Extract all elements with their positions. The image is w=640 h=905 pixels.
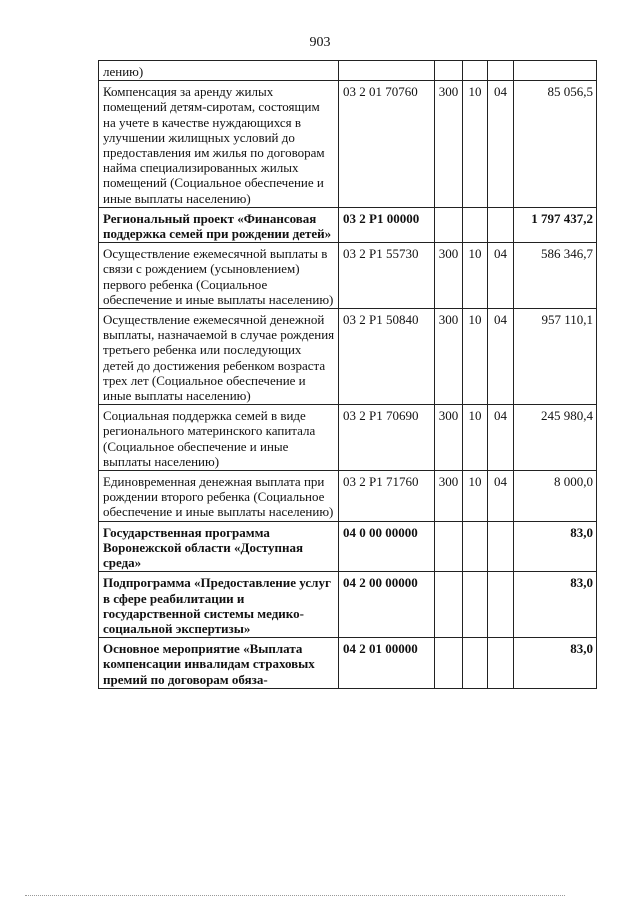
section-cell (463, 572, 488, 638)
subsection-cell: 04 (488, 243, 514, 309)
subsection-cell (488, 638, 514, 689)
target-code-cell: 04 0 00 00000 (339, 521, 435, 572)
footer-divider (25, 895, 565, 896)
table-row (99, 405, 597, 471)
table-row (99, 81, 597, 208)
expense-type-cell: 300 (435, 243, 463, 309)
table-row (99, 638, 597, 689)
row-name-cell: Основное мероприятие «Выплата компенсации инвалидам страховых премий по договорам обяза- (99, 638, 339, 689)
target-code-cell: 03 2 P1 55730 (339, 243, 435, 309)
amount-cell: 586 346,7 (514, 243, 597, 309)
subsection-cell: 04 (488, 405, 514, 471)
section-cell (463, 521, 488, 572)
page-number: 903 (309, 35, 331, 50)
subsection-cell: 04 (488, 309, 514, 405)
row-name-cell: Компенсация за аренду жилых помещений детям-сиротам, состоящим на учете в качестве нуждающихся в улучшении жилищных условий до предоставления им жилья по договорам найма специализированных жилых помещений (Социальное обеспечение и иные выплаты населению) (99, 81, 339, 208)
table-row (99, 207, 597, 242)
amount-cell (514, 61, 597, 81)
subsection-cell (488, 61, 514, 81)
subsection-cell (488, 521, 514, 572)
section-cell: 10 (463, 309, 488, 405)
section-cell: 10 (463, 243, 488, 309)
amount-cell: 245 980,4 (514, 405, 597, 471)
subsection-cell: 04 (488, 81, 514, 208)
subsection-cell: 04 (488, 471, 514, 522)
expense-type-cell: 300 (435, 309, 463, 405)
expense-type-cell (435, 61, 463, 81)
expense-type-cell (435, 572, 463, 638)
target-code-cell: 04 2 00 00000 (339, 572, 435, 638)
expense-type-cell (435, 638, 463, 689)
expense-type-cell (435, 521, 463, 572)
section-cell: 10 (463, 405, 488, 471)
expense-type-cell: 300 (435, 405, 463, 471)
expense-type-cell: 300 (435, 81, 463, 208)
target-code-cell: 03 2 P1 70690 (339, 405, 435, 471)
amount-cell: 1 797 437,2 (514, 207, 597, 242)
table-row (99, 243, 597, 309)
amount-cell: 83,0 (514, 638, 597, 689)
amount-cell: 957 110,1 (514, 309, 597, 405)
budget-table (98, 60, 597, 689)
target-code-cell: 03 2 P1 00000 (339, 207, 435, 242)
row-name-cell: Подпрограмма «Предоставление услуг в сфере реабилитации и государственной системы медико-социальной экспертизы» (99, 572, 339, 638)
table-row (99, 572, 597, 638)
expense-type-cell (435, 207, 463, 242)
table-row (99, 309, 597, 405)
row-name-cell: Государственная программа Воронежской области «Доступная среда» (99, 521, 339, 572)
amount-cell: 85 056,5 (514, 81, 597, 208)
row-name-cell: Единовременная денежная выплата при рождении второго ребенка (Социальное обеспечение и иные выплаты населению) (99, 471, 339, 522)
section-cell (463, 61, 488, 81)
target-code-cell: 03 2 P1 50840 (339, 309, 435, 405)
target-code-cell: 04 2 01 00000 (339, 638, 435, 689)
row-name-cell: Региональный проект «Финансовая поддержка семей при рождении детей» (99, 207, 339, 242)
section-cell: 10 (463, 471, 488, 522)
row-name-cell: Социальная поддержка семей в виде регионального материнского капитала (Социальное обеспечение и иные выплаты населению) (99, 405, 339, 471)
section-cell (463, 207, 488, 242)
table-row (99, 471, 597, 522)
target-code-cell (339, 61, 435, 81)
expense-type-cell: 300 (435, 471, 463, 522)
subsection-cell (488, 572, 514, 638)
table-row (99, 61, 597, 81)
section-cell: 10 (463, 81, 488, 208)
target-code-cell: 03 2 P1 71760 (339, 471, 435, 522)
row-name-cell: лению) (99, 61, 339, 81)
row-name-cell: Осуществление ежемесячной выплаты в связи с рождением (усыновлением) первого ребенка (Социальное обеспечение и иные выплаты населению) (99, 243, 339, 309)
amount-cell: 8 000,0 (514, 471, 597, 522)
section-cell (463, 638, 488, 689)
row-name-cell: Осуществление ежемесячной денежной выплаты, назначаемой в случае рождения третьего ребенка или последующих детей до достижения ребенком возраста трех лет (Социальное обеспечение и иные выплаты населению) (99, 309, 339, 405)
amount-cell: 83,0 (514, 572, 597, 638)
target-code-cell: 03 2 01 70760 (339, 81, 435, 208)
subsection-cell (488, 207, 514, 242)
amount-cell: 83,0 (514, 521, 597, 572)
table-row (99, 521, 597, 572)
